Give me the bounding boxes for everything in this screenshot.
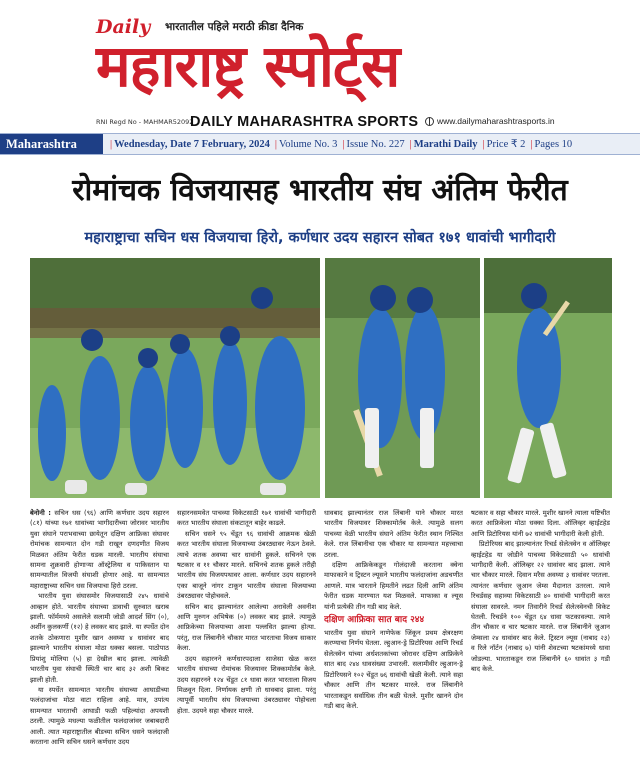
paragraph: सहारनसमवेत पाचव्या विकेटसाठी १७१ धावांची भागीदारी करत भारतीय संघाला संकटातून बाहेर काढले. [177, 509, 316, 528]
photo-batsmen [325, 258, 480, 498]
globe-icon [425, 117, 434, 126]
article-body [30, 508, 612, 772]
photo-team-celebration [30, 258, 320, 498]
paragraph: सचिन बाद झाल्यानंतर आलेल्या अरावेली अवनीश आणि मुरुगन अभिषेक (०) लवकर बाद झाले. त्यामुळे आफ्रिकेच्या विजयाच्या आशा पल्लवित झाल्या होत्या. परंतु, राज लिंबानीने चौकार मारत भारताचा विजय साकार केला. [177, 602, 316, 653]
price: Price ₹ 2 [486, 139, 526, 150]
paragraph: भारतीय युवा संघाने नाणेफेक जिंकून प्रथम क्षेत्ररक्षण करण्याचा निर्णय घेतला. ल्हुआन-ड्रे प्रिटोरियस आणि रिचर्ड सेलेत्स्वेन यांच्या अर्धशतकांच्या जोरावर दक्षिण आफ्रिकेने सात बाद २४४ धावसंख्या उभारली. सलामीवीर ल्हुआन-ड्रे प्रिटोरियसने १०२ चेंडूत ७६ धावांची खेळी केली. त्याने सहा चौकार आणि तीन षटकार मारले. राज लिंबानीने भारताकडून सर्वाधिक तीन बळी घेतले. मुशीर खानने दोन गडी बाद केले. [324, 629, 463, 710]
sub-headline: महाराष्ट्राचा सचिन धस विजयाचा हिरो, कर्णधार उदय सहारन सोबत १७१ धावांची भागीदारी [84, 230, 556, 246]
separator-icon: | [110, 138, 113, 150]
dateline: बेनोनी : [30, 509, 51, 517]
volume-number: Volume No. 3 [278, 138, 338, 150]
photo-batsman-running [484, 258, 612, 498]
article-column-3 [324, 508, 463, 772]
separator-icon: | [342, 138, 345, 150]
website-link[interactable] [425, 116, 555, 126]
article-column-2 [177, 508, 316, 772]
masthead [0, 0, 640, 132]
separator-icon: | [274, 138, 277, 150]
article-column-1 [30, 508, 169, 772]
separator-icon: | [409, 138, 412, 150]
info-strip [0, 133, 640, 155]
paragraph: उदय सहारनने कर्णधारपदाला साजेसा खेळ करत भारतीय संघाच्या रोमांचक विजयावर शिक्कामोर्तब केले. उदय सहारनने १२४ चेंडूत ८१ धावा करत भारताला विजय मिळवून दिला. निर्णायक क्षणी तो धावबाद झाला. परंतु त्यापूर्वी भारतीय संघ विजयाच्या उंबरठ्यावर पोहोचला होता. उदयने सहा चौकार मारले. [177, 654, 316, 715]
issue-date: Wednesday, Date 7 February, 2024 [114, 138, 270, 150]
paragraph: या स्पर्धेत सामन्यात भारतीय संघाच्या आघाडीच्या फलंदाजांचा मोठा वाटा राहिला आहे. मात्र, उपांत्य सामन्यात भारताची आघाडी फळी पहिल्यांदा अपयशी ठरली. त्यामुळे मधल्या फळीतील फलंदाजांवर जबाबदारी आली. त्यात महाराष्ट्रातील बीडच्या सचिन धसने फलंदाजी करताना आणि सचिन धसने कर्णधार उदय [30, 685, 169, 746]
masthead-title: महाराष्ट्र स्पोर्ट्स [96, 32, 400, 100]
edition-type: Marathi Daily [413, 138, 478, 150]
issue-number: Issue No. 227 [346, 138, 405, 150]
paragraph: धावबाद झाल्यानंतर राज लिंबानी याने चौकार मारत भारतीय विजयावर शिक्कामोर्तब केले. त्यामुळे सलग पाचव्या वेळी भारतीय संघाने अंतिम फेरीत स्थान निश्चित केले. राज लिंबानीचा एक चौकार या सामन्यात महत्त्वाचा ठरला. [324, 509, 463, 559]
separator-icon: | [530, 138, 533, 150]
issue-info [108, 134, 575, 154]
article-column-4 [471, 508, 610, 772]
separator-icon: | [482, 138, 485, 150]
masthead-tagline: भारतातील पहिले मराठी क्रीडा दैनिक [165, 21, 304, 33]
paragraph: षटकार व सहा चौकार मारले. मुशीर खानने त्याला यष्टिचीत करत आफ्रिकेला मोठा धक्का दिला. ऑलिव्हर व्हाईटहेड आणि प्रिटोरियस यांनी ७२ धावांची भागीदारी केली होती. [471, 509, 610, 538]
paragraph: सचिन धसने ९५ चेंडूत ९६ धावांची आक्रमक खेळी करत भारतीय संघाला विजयाच्या उंबरठ्यावर नेऊन ठेवले. त्याचे शतक अवघ्या चार धावांनी हुकले. सचिनने एक षटकार व ११ चौकार मारले. सचिनचे शतक हुकले तरीही भारतीय संघ विजयपथावर आला. कर्णधार उदय सहारनने एका बाजूने नांगर टाकून भारतीय संघाला विजयाच्या उंबरठ्यावर पोहोचवले. [177, 529, 316, 601]
masthead-daily: Daily [96, 16, 151, 38]
paragraph: दक्षिण आफ्रिकेकडून गोलंदाजी करताना क्वेना माफाकाने व ट्रिस्टन ल्यूसने भारतीय फलंदाजांना अडचणीत आणले. मात्र भारताने हिमतीने लढत दिली आणि अंतिम फेरीत धडक मारण्यात यश मिळवले. माफाका व ल्यूस यांनी प्रत्येकी तीन गडी बाद केले. [324, 561, 463, 611]
paragraph: भारतीय युवा संघासमोर विजयासाठी २४५ धावांचे आव्हान होते. भारतीय संघाच्या डावाची सुरुवात खराब झाली. फॉर्ममध्ये असलेले सलामी जोडी आदर्श सिंग (०), अर्शीन कुलकर्णी (१२) हे लवकर बाद झाले. या स्पर्धेत दोन शतके ठोकणारा मुशीर खान अवघ्या ४ धावांवर बाद झाल्याने भारतीय संघाला मोठा धक्का बसला. पाठोपाठ प्रियांशु मोलिया (५) हा देखील बाद झाला. त्यावेळी भारतीय युवा संघाची स्थिती चार बाद ३२ अशी बिकट झाली होती. [30, 592, 169, 684]
masthead-title-english: DAILY MAHARASHTRA SPORTS [190, 114, 419, 130]
region-label: Maharashtra [0, 134, 103, 154]
paragraph: प्रिटोरियस बाद झाल्यानंतर रिचर्ड सेलेत्स्वेन व ऑलिव्हर व्हाईटहेड या जोडीने पाचव्या विकेटसाठी ५० धावांची भागीदारी केली. ऑलिव्हर २२ धावांवर बाद झाला. त्याने चार चौकार मारले. दिवान मरैस अवघ्या ३ धावांवर परतला. त्यानंतर कर्णधार जुआन जेम्स मैदानात उतरला. त्याने रिचर्डसह सहाव्या विकेटसाठी ४० धावांची भागीदारी करत संघाला सावरले. नमन तिवारीने रिचर्ड सेलेत्स्वेनची विकेट घेतली. रिचर्डने १०० चेंडूत ६४ धावा फटकावल्या. त्याने तीन चौकार व चार षटकार मारले. राज लिंबानीने जुआन जेम्सला २४ धावांवर बाद केले. ट्रिस्टन ल्यूस (नाबाद २३) व रिले नॉर्टन (नाबाद ७) यांनी शेवटच्या षटकांमध्ये धावा जोडल्या. भारताकडून राज लिंबानीने ६० धावांत ३ गडी बाद केले. [471, 540, 610, 674]
paragraph: बेनोनी : सचिन धस (९६) आणि कर्णधार उदय सहारन (८१) यांच्या १७१ धावांच्या भागीदारीच्या जोरावर भारतीय युवा संघाने पराभवाच्या छायेतून दक्षिण आफ्रिका संघावर रोमांचक सामन्यात दोन गडी राखून दणदणीत विजय मिळवत अंतिम फेरीत धडक मारली. भारतीय संघाचा सामना शुक्रवारी होणाऱ्या ऑस्ट्रेलिया व पाकिस्तान या सामन्यातील विजयी संघाशी होणार आहे. या सामन्यात महाराष्ट्राच्या सचिन धस विजयाचा हिरो ठरला. [30, 509, 169, 590]
page-count: Pages 10 [534, 138, 573, 150]
main-headline: रोमांचक विजयासह भारतीय संघ अंतिम फेरीत [72, 173, 568, 208]
website-url: www.dailymaharashtrasports.in [437, 116, 555, 126]
section-subheading: दक्षिण आफ्रिका सात बाद २४४ [324, 615, 425, 626]
rni-number: RNI Regd No - MAHMAR52092 [96, 118, 194, 126]
